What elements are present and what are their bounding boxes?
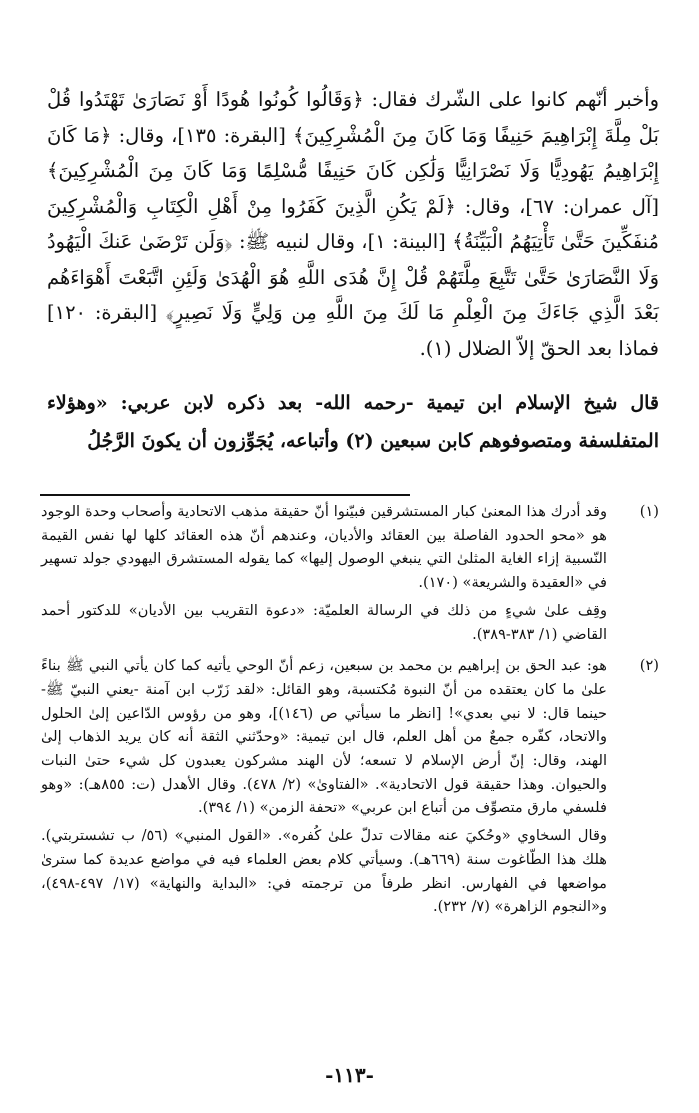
footnote-text bbox=[41, 654, 607, 919]
body-paragraph-1: وأخبر أنّهم كانوا على الشّرك فقال: ﴿وَقَالُوا كُونُوا هُودًا أَوْ نَصَارَىٰ تَهْتَدُوا قُلْ بَلْ مِلَّةَ إِبْرَاهِيمَ حَنِيفًا وَمَا كَانَ مِنَ الْمُشْرِكِينَ﴾ [البقرة: ١٣٥]، وقال: ﴿مَا كَانَ إِبْرَاهِيمُ يَهُودِيًّا وَلَا نَصْرَانِيًّا وَلَٰكِن كَانَ حَنِيفًا مُّسْلِمًا وَمَا كَانَ مِنَ الْمُشْرِكِينَ﴾ [آل عمران: ٦٧]، وقال: ﴿لَمْ يَكُنِ الَّذِينَ كَفَرُوا مِنْ أَهْلِ الْكِتَابِ وَالْمُشْرِكِينَ مُنفَكِّينَ حَتَّىٰ تَأْتِيَهُمُ الْبَيِّنَةُ﴾ [البينة: ١]، وقال لنبيه ﷺ: ﴿وَلَن تَرْضَىٰ عَنكَ الْيَهُودُ وَلَا النَّصَارَىٰ حَتَّىٰ تَتَّبِعَ مِلَّتَهُمْ قُلْ إِنَّ هُدَى اللَّهِ هُوَ الْهُدَىٰ وَلَئِنِ اتَّبَعْتَ أَهْوَاءَهُم بَعْدَ الَّذِي جَاءَكَ مِنَ الْعِلْمِ مَا لَكَ مِنَ اللَّهِ مِن وَلِيٍّ وَلَا نَصِيرٍ﴾ [البقرة: ١٢٠] فماذا بعد الحقّ إلاّ الضلال (١). bbox=[47, 88, 659, 360]
footnote-separator bbox=[40, 494, 410, 496]
footnote-number: (٢) bbox=[639, 657, 659, 675]
footnote-text bbox=[41, 500, 607, 646]
main-text bbox=[47, 82, 659, 460]
footnote-paragraph: وقد أدرك هذا المعنىٰ كبار المستشرقين فبيّنوا أنّ حقيقة مذهب الاتحادية وأصحاب وحدة الوجود هو «محو الحدود الفاصلة بين العقائد والأديان، وعندهم أنّ هذه العقائد كلها لها نفس القيمة النّسبية إزاء الغاية المثلىٰ التي ينبغي الوصول إليها» كما يقوله المستشرق اليهودي جولد تسهير في «العقيدة والشريعة» (١٧٠). bbox=[41, 503, 607, 592]
footnote-number: (١) bbox=[639, 503, 659, 520]
footnotes bbox=[41, 500, 659, 919]
footnote-paragraph: وقال السخاوي «وحُكيَ عنه مقالات تدلّ علىٰ كُفره». «القول المنبي» (٥٦/ ب تشستربتي). هلك هذا الطّاغوت سنة (٦٦٩هـ). وسيأتي كلام بعض العلماء فيه في مواضع عديدة كما ستریٰ مواضعها في الفهارس. انظر طرفاً من ترجمته في: «البداية والنهاية» (١٧/ ٤٩٧-٤٩٨)، و«النجوم الزاهرة» (٧/ ٢٣٢). bbox=[41, 827, 607, 916]
page-number: -١١٣- bbox=[325, 1063, 374, 1087]
body-paragraph-2: قال شيخ الإسلام ابن تيمية -رحمه الله- بعد ذكره لابن عربي: «وهؤلاء المتفلسفة ومتصوفوهم كابن سبعين (٢) وأتباعه، يُجَوِّزون أن يكونَ الرَّجُلُ bbox=[47, 392, 659, 452]
footnote-paragraph: وقِف علىٰ شيءٍ من ذلك في الرسالة العلميّة: «دعوة التقريب بين الأديان» للدكتور أحمد القاضي (١/ ٣٨٣-٣٨٩). bbox=[41, 601, 607, 643]
footnote-1 bbox=[41, 500, 659, 646]
footnote-paragraph: هو: عبد الحق بن إبراهيم بن محمد بن سبعين، زعم أنّ الوحي يأتيه كما كان يأتي النبي ﷺ بناءً علىٰ ما كان يعتقده من أنّ النبوة مُكتسبة، وهو القائل: «لقد زَرّب ابن آمنة -يعني النبيّ ﷺ- حينما قال: لا نبي بعدي»! [انظر ما سيأتي ص (١٤٦)]، وهو من رؤوس الدّاعين إلىٰ الحلول والاتحاد، كفّره جمعٌ من أهل العلم، قال ابن تيمية: «وحدّثني الثقة أنه كان يريد الذهاب إلىٰ الهند، وقال: إنّ أرض الإسلام لا تسعه؛ لأن الهند مشركون يعبدون كل شيء حتىٰ النبات والحيوان. وهذا حقيقة قول الاتحادية». «الفتاوىٰ» (٢/ ٤٧٨). وقال الأهدل (ت: ٨٥٥هـ): «وهو فلسفي مارق متصوِّف من أتباع ابن عربي» «تحفة الزمن» (١/ ٣٩٤). bbox=[41, 657, 608, 817]
footnote-2 bbox=[41, 654, 659, 919]
